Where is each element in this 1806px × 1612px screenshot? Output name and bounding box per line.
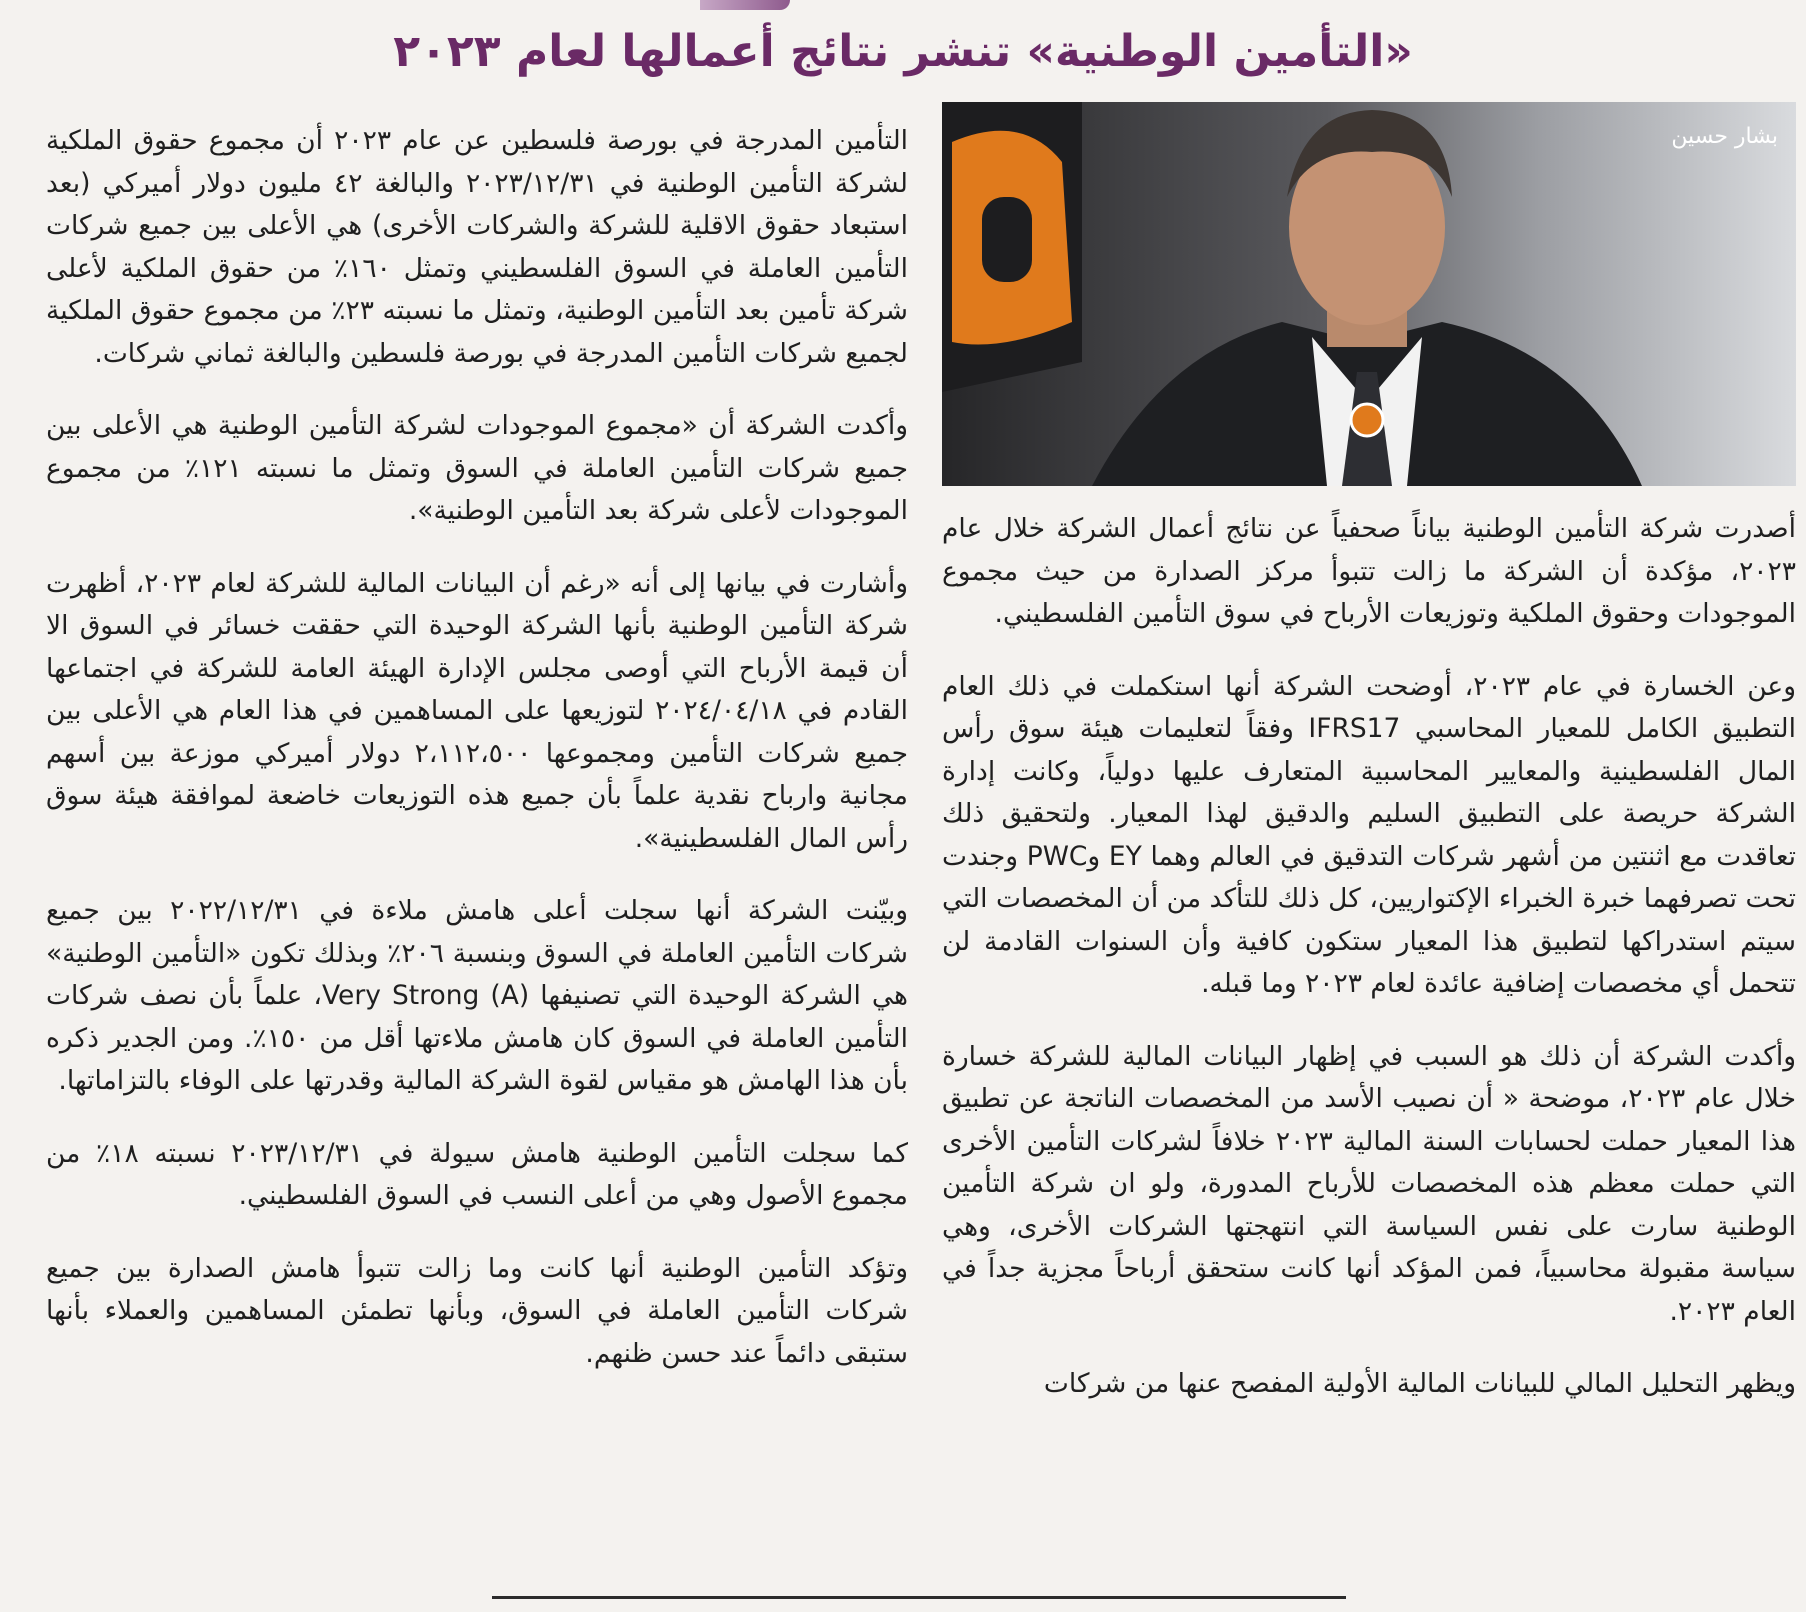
top-accent-bar [700, 0, 790, 10]
paragraph: كما سجلت التأمين الوطنية هامش سيولة في ٢٠٢٣/١٢/٣١ نسبته ١٨٪ من مجموع الأصول وهي من أعلى النسب في السوق الفلسطيني. [46, 1137, 908, 1211]
paragraph: أصدرت شركة التأمين الوطنية بياناً صحفياً عن نتائج أعمال الشركة خلال عام ٢٠٢٣، مؤكدة أن الشركة ما زالت تتبوأ مركز الصدارة من حيث مجموع الموجودات وحقوق الملكية وتوزيعات الأرباح في سوق التأمين الفلسطيني. [942, 513, 1796, 629]
paragraph: وتؤكد التأمين الوطنية أنها كانت وما زالت تتبوأ هامش الصدارة بين جميع شركات التأمين العاملة في السوق، وبأنها تطمئن المساهمين والعملاء بأنها ستبقى دائماً عند حسن ظنهم. [46, 1252, 908, 1369]
paragraph: وعن الخسارة في عام ٢٠٢٣، أوضحت الشركة أنها استكملت في ذلك العام التطبيق الكامل للمعيار المحاسبي IFRS17 وفقاً لتعليمات هيئة سوق رأس المال الفلسطينية والمعايير المحاسبية المتعارف عليها دولياً، وكانت إدارة الشركة حريصة على التطبيق السليم والدقيق لهذا المعيار. ولتحقيق ذلك تعاقدت مع اثنتين من أشهر شركات التدقيق في العالم وهما EY وPWC وجندت تحت تصرفهما خبرة الخبراء الإكتواريين، كل ذلك للتأكد من أن المخصصات التي سيتم استدراكها لتطبيق هذا المعيار ستكون كافية وأن السنوات القادمة لن تتحمل أي مخصصات إضافية عائدة لعام ٢٠٢٣ وما قبله. [942, 670, 1796, 999]
article-photo [942, 102, 1796, 486]
portrait-illustration [942, 102, 1796, 486]
article-column-left [46, 120, 908, 1405]
paragraph: وأكدت الشركة أن «مجموع الموجودات لشركة التأمين الوطنية هي الأعلى بين جميع شركات التأمين العاملة في السوق وتمثل ما نسبته ١٢١٪ من مجموع الموجودات لأعلى شركة بعد التأمين الوطنية». [46, 410, 908, 526]
paragraph: وبيّنت الشركة أنها سجلت أعلى هامش ملاءة في ٢٠٢٢/١٢/٣١ بين جميع شركات التأمين العاملة في السوق وبنسبة ٢٠٦٪ وبذلك تكون «التأمين الوطنية» هي الشركة الوحيدة التي تصنيفها Very Strong (A)، علماً بأن نصف شركات التأمين العاملة في السوق كان هامش ملاءتها أقل من ١٥٠٪. ومن الجدير ذكره بأن هذا الهامش هو مقياس لقوة الشركة المالية وقدرتها على الوفاء بالتزاماتها. [46, 895, 909, 1096]
paragraph: التأمين المدرجة في بورصة فلسطين عن عام ٢٠٢٣ أن مجموع حقوق الملكية لشركة التأمين الوطنية في ٢٠٢٣/١٢/٣١ والبالغة ٤٢ مليون دولار أميركي (بعد استبعاد حقوق الاقلية للشركة والشركات الأخرى) هي الأعلى بين جميع شركات التأمين العاملة في السوق الفلسطيني وتمثل ١٦٠٪ من حقوق الملكية لأعلى شركة تأمين بعد التأمين الوطنية، وتمثل ما نسبته ٢٣٪ من مجموع حقوق الملكية لجميع شركات التأمين المدرجة في بورصة فلسطين والبالغة ثماني شركات. [46, 125, 909, 369]
bottom-divider [492, 1596, 1346, 1599]
paragraph: ويظهر التحليل المالي للبيانات المالية الأولية المفصح عنها من شركات [1043, 1368, 1796, 1399]
paragraph: وأشارت في بيانها إلى أنه «رغم أن البيانات المالية للشركة لعام ٢٠٢٣، أظهرت شركة التأمين الوطنية بأنها الشركة الوحيدة التي حققت خسائر في السوق الا أن قيمة الأرباح التي أوصى مجلس الإدارة الهيئة العامة للشركة في اجتماعها القادم في ٢٠٢٤/٠٤/١٨ لتوزيعها على المساهمين في هذا العام هي الأعلى بين جميع شركات التأمين ومجموعها ٢،١١٢،٥٠٠ دولار أميركي موزعة بين أسهم مجانية وارباح نقدية علماً بأن جميع هذه التوزيعات خاضعة لموافقة هيئة سوق رأس المال الفلسطينية». [46, 567, 909, 854]
photo-caption: بشار حسين [1671, 124, 1778, 149]
article-column-right [942, 508, 1796, 1436]
article-headline: «التأمين الوطنية» تنشر نتائج أعمالها لعام ٢٠٢٣ [393, 26, 1413, 77]
paragraph: وأكدت الشركة أن ذلك هو السبب في إظهار البيانات المالية للشركة خسارة خلال عام ٢٠٢٣، موضحة « أن نصيب الأسد من المخصصات الناتجة عن تطبيق هذا المعيار حملت لحسابات السنة المالية ٢٠٢٣ خلافاً لشركات التأمين الأخرى التي حملت معظم هذه المخصصات للأرباح المدورة، ولو ان شركة التأمين الوطنية سارت على نفس السياسة التي انتهجتها الشركات الأخرى، وهي سياسة مقبولة محاسبياً، فمن المؤكد أنها كانت ستحقق أرباحاً مجزية جداً في العام ٢٠٢٣. [942, 1040, 1797, 1327]
